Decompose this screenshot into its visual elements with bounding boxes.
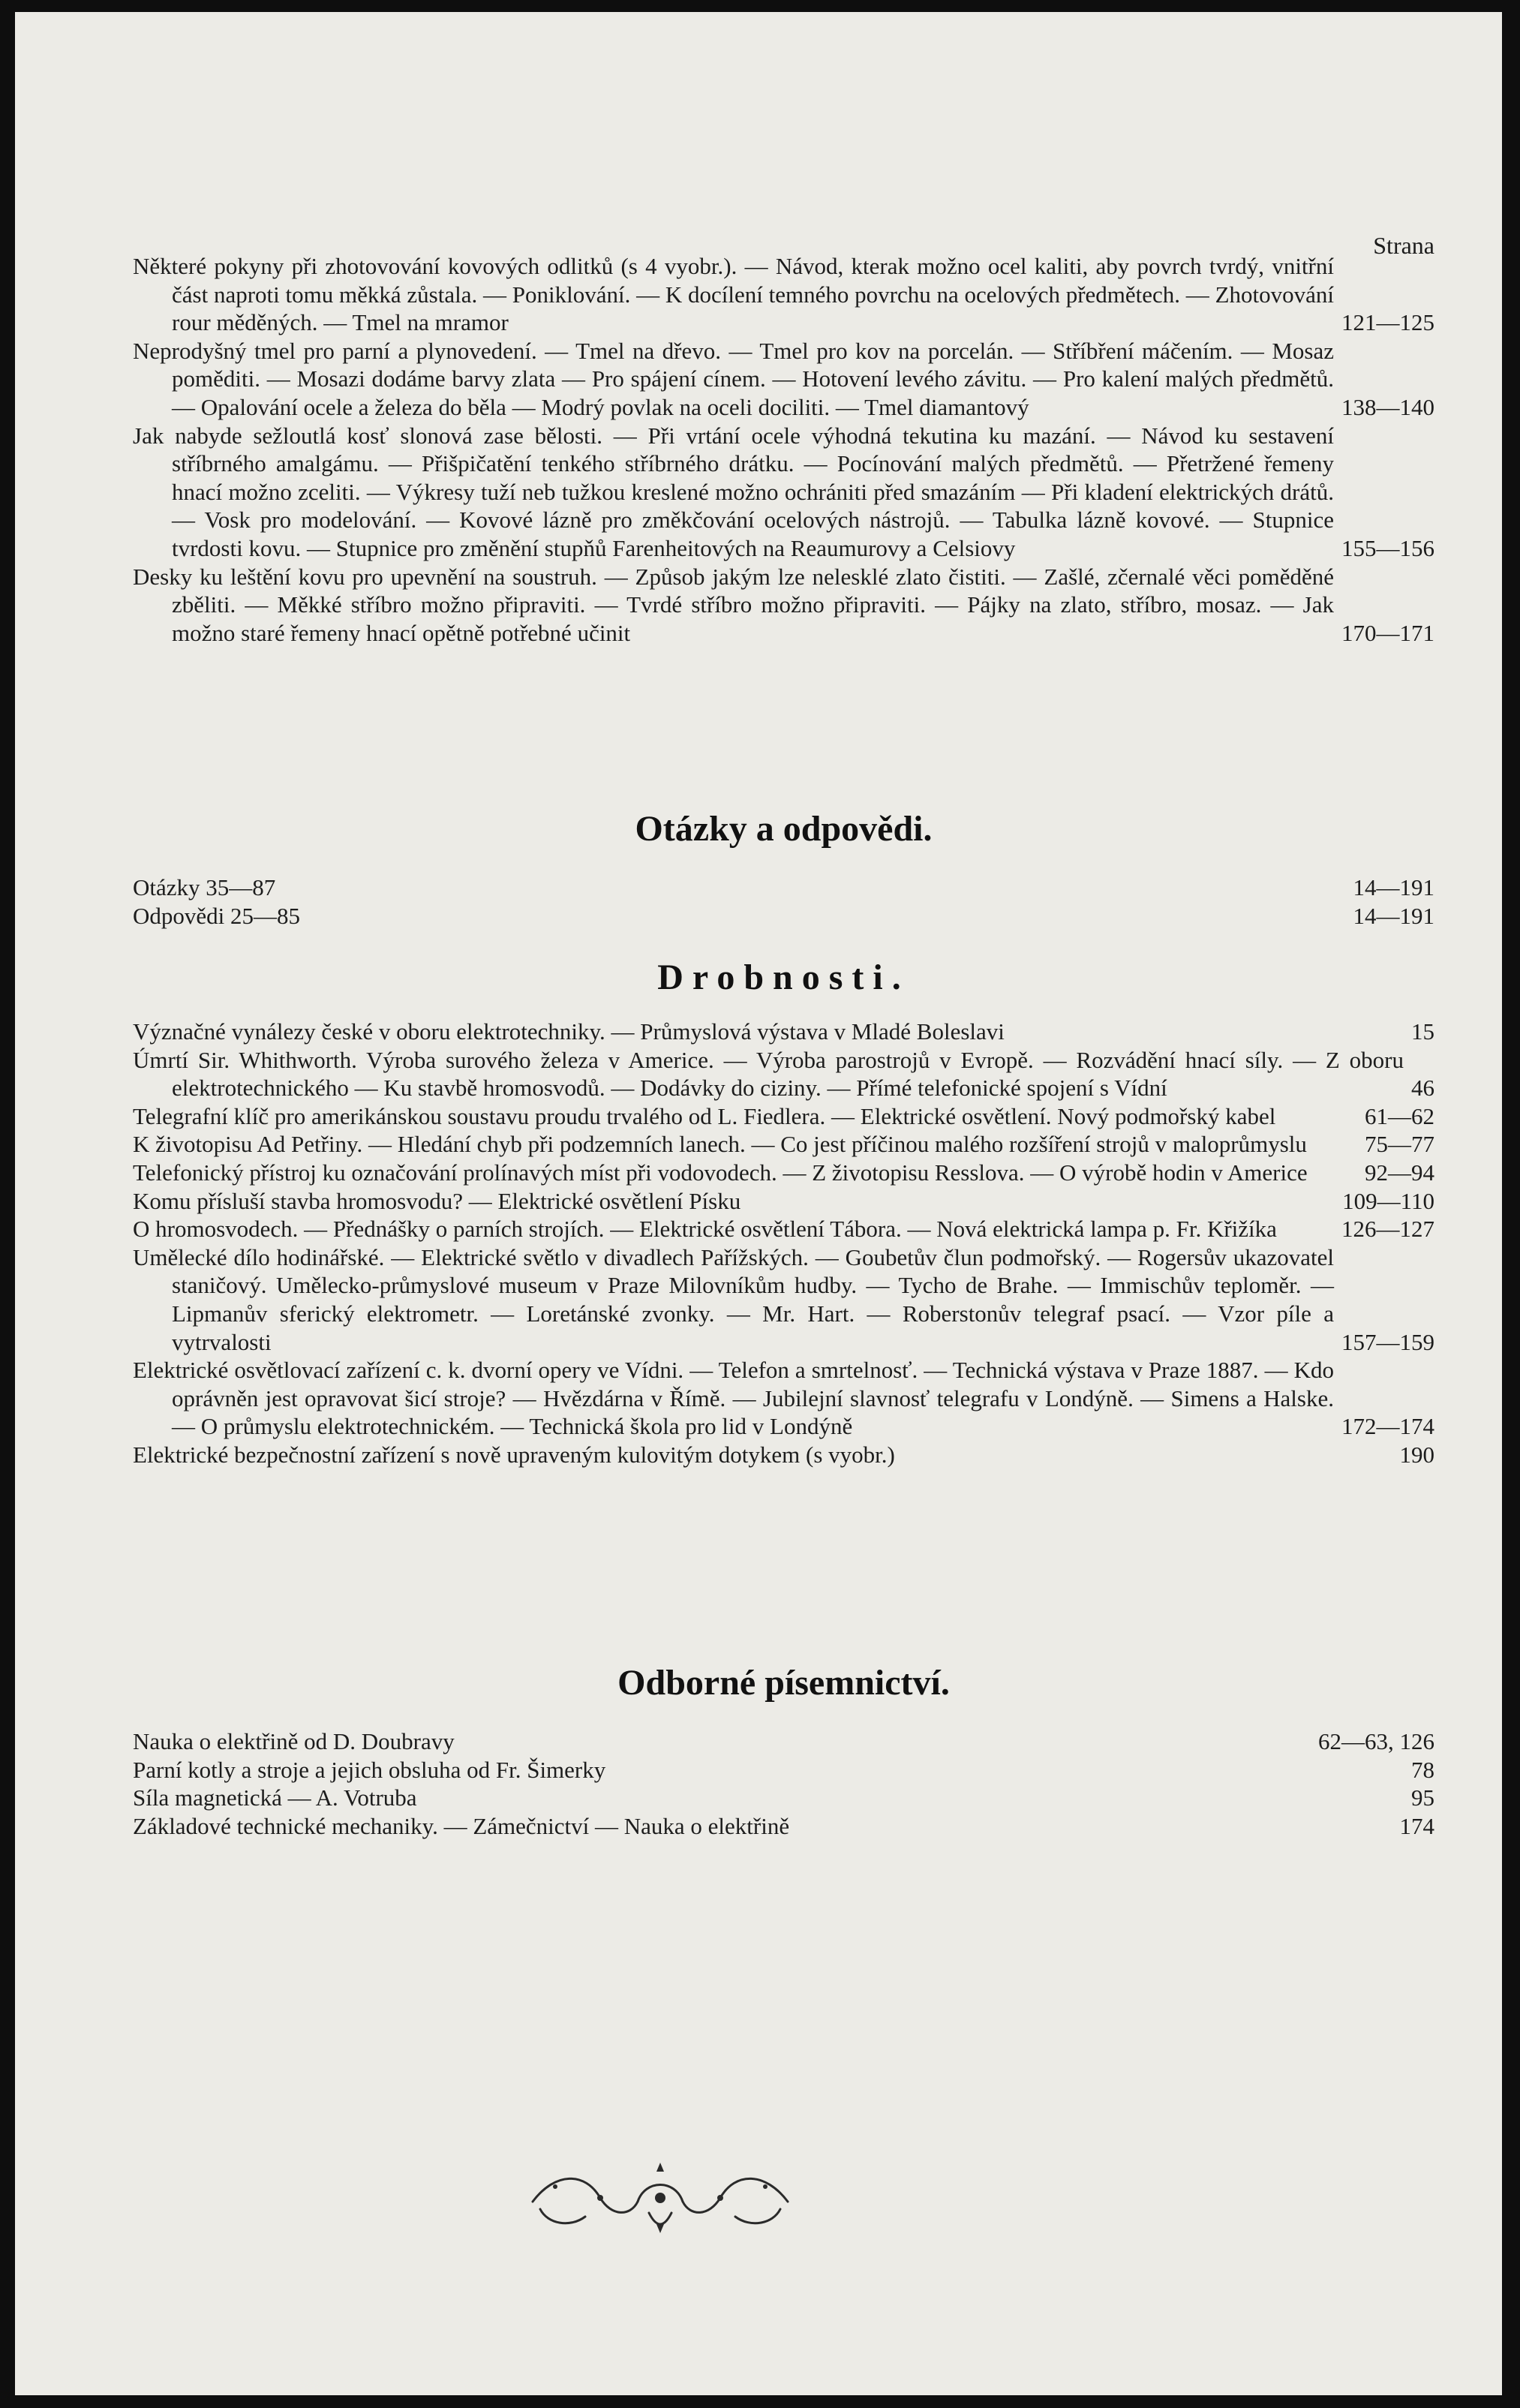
list-item: Nauka o elektřině od D. Doubravy 62—63, 126 — [133, 1728, 1434, 1754]
section-heading-literature: Odborné písemnictví. — [617, 1663, 950, 1703]
list-item: Úmrtí Sir. Whithworth. Výroba surového železa v Americe. — Výroba parostrojů v Evropě. — Rozvádění hnací síly. — Z oboru elektrotechnického — Ku stavbě hromosvodů. — Dodávky do ciziny. — Přímé telefonické spojení s Vídní 46 — [133, 1046, 1434, 1102]
section-heading-drobnosti: Drobnosti. — [657, 957, 910, 997]
list-item: Umělecké dílo hodinářské. — Elektrické světlo v divadlech Pařížských. — Goubetův člun podmořský. — Rogersův ukazovatel staničový. Umělecko-průmyslové museum v Praze Milovníkům hudby. — Tycho de Brahe. — Immischův teploměr. — Lipmanův sferický elektrometr. — Loretánské zvonky. — Mr. Hart. — Roberstonův telegraf psací. — Vzor píle a vytrvalosti 157—159 — [133, 1243, 1434, 1355]
section-literature — [133, 1727, 1434, 1840]
list-item: Síla magnetická — A. Votruba 95 — [133, 1784, 1434, 1811]
list-item: Některé pokyny při zhotovování kovových odlitků (s 4 vyobr.). — Návod, kterak možno ocel kaliti, aby povrch tvrdý, vnitřní část naproti tomu měkká zůstala. — Poniklování. — K docílení temného povrchu na ocelových předmětech. — Zhotovování rour měděných. — Tmel na mramor 121—125 — [133, 253, 1434, 336]
list-item: Základové technické mechaniky. — Zámečnictví — Nauka o elektřině 174 — [133, 1812, 1434, 1839]
section-misc — [133, 252, 1434, 647]
list-item: Jak nabyde sežloutlá kosť slonová zase bělosti. — Při vrtání ocele výhodná tekutina ku mazání. — Návod ku sestavení stříbrného amalgámu. — Přišpičatění tenkého stříbrného drátku. — Pocínování malých předmětů. — Přetržené řemeny hnací možno zceliti. — Výkresy tuží neb tužkou kreslené možno ochrániti před smazáním — Při kladení elektrických drátů. — Vosk pro modelování. — Kovové lázně pro změkčování ocelových nástrojů. — Tabulka lázně kovové. — Stupnice tvrdosti kovu. — Stupnice pro změnění stupňů Farenheitových na Reaumurovy a Celsiovy 155—156 — [133, 422, 1434, 561]
list-item: Odpovědi 25—85 14—191 — [133, 902, 1434, 929]
list-item: O hromosvodech. — Přednášky o parních strojích. — Elektrické osvětlení Tábora. — Nová elektrická lampa p. Fr. Křižíka 126—127 — [133, 1216, 1434, 1243]
section-drobnosti — [133, 1018, 1434, 1469]
page-column-label: Strana — [1373, 232, 1434, 259]
list-item: Parní kotly a stroje a jejich obsluha od Fr. Šimerky 78 — [133, 1756, 1434, 1783]
list-item: Neprodyšný tmel pro parní a plynovedení. — Tmel na dřevo. — Tmel pro kov na porcelán. — Stříbření máčením. — Mosaz poměditi. — Mosazi dodáme barvy zlata — Pro spájení cínem. — Hotovení levého závitu. — Pro kalení malých předmětů. — Opalování ocele a železa do běla — Modrý povlak na oceli dociliti. — Tmel diamantový 138—140 — [133, 337, 1434, 420]
list-item: Elektrické osvětlovací zařízení c. k. dvorní opery ve Vídni. — Telefon a smrtelnosť. — Technická výstava v Praze 1887. — Kdo oprávněn jest opravovat šicí stroje? — Hvězdárna v Římě. — Jubilejní slavnosť telegrafu v Londýně. — Simens a Halske. — O průmyslu elektrotechnickém. — Technická škola pro lid v Londýně 172—174 — [133, 1357, 1434, 1440]
list-item: Význačné vynálezy české v oboru elektrotechniky. — Průmyslová výstava v Mladé Boleslavi 15 — [133, 1018, 1434, 1045]
page — [15, 12, 1502, 2395]
list-item: Desky ku leštění kovu pro upevnění na soustruh. — Způsob jakým lze nelesklé zlato čistiti. — Zašlé, zčernalé věci poměděné zběliti. — Měkké stříbro možno připraviti. — Tvrdé stříbro možno připraviti. — Pájky na zlato, stříbro, mosaz. — Jak možno staré řemeny hnací opětně potřebné učinit 170—171 — [133, 563, 1434, 646]
list-item: Telegrafní klíč pro amerikánskou soustavu proudu trvalého od L. Fiedlera. — Elektrické osvětlení. Nový podmořský kabel 61—62 — [133, 1102, 1434, 1129]
section-heading-questions: Otázky a odpovědi. — [635, 809, 933, 849]
section-questions — [133, 873, 1434, 930]
list-item: Otázky 35—87 14—191 — [133, 874, 1434, 900]
ornament-icon — [525, 2157, 795, 2239]
list-item: K životopisu Ad Petřiny. — Hledání chyb při podzemních lanech. — Co jest příčinou malého rozšíření strojů v maloprůmyslu 75—77 — [133, 1131, 1434, 1158]
list-item: Telefonický přístroj ku označování prolínavých míst při vodovodech. — Z životopisu Resslova. — O výrobě hodin v Americe 92—94 — [133, 1159, 1434, 1186]
list-item: Komu přísluší stavba hromosvodu? — Elektrické osvětlení Písku 109—110 — [133, 1187, 1434, 1214]
list-item: Elektrické bezpečnostní zařízení s nově upraveným kulovitým dotykem (s vyobr.) 190 — [133, 1441, 1434, 1468]
